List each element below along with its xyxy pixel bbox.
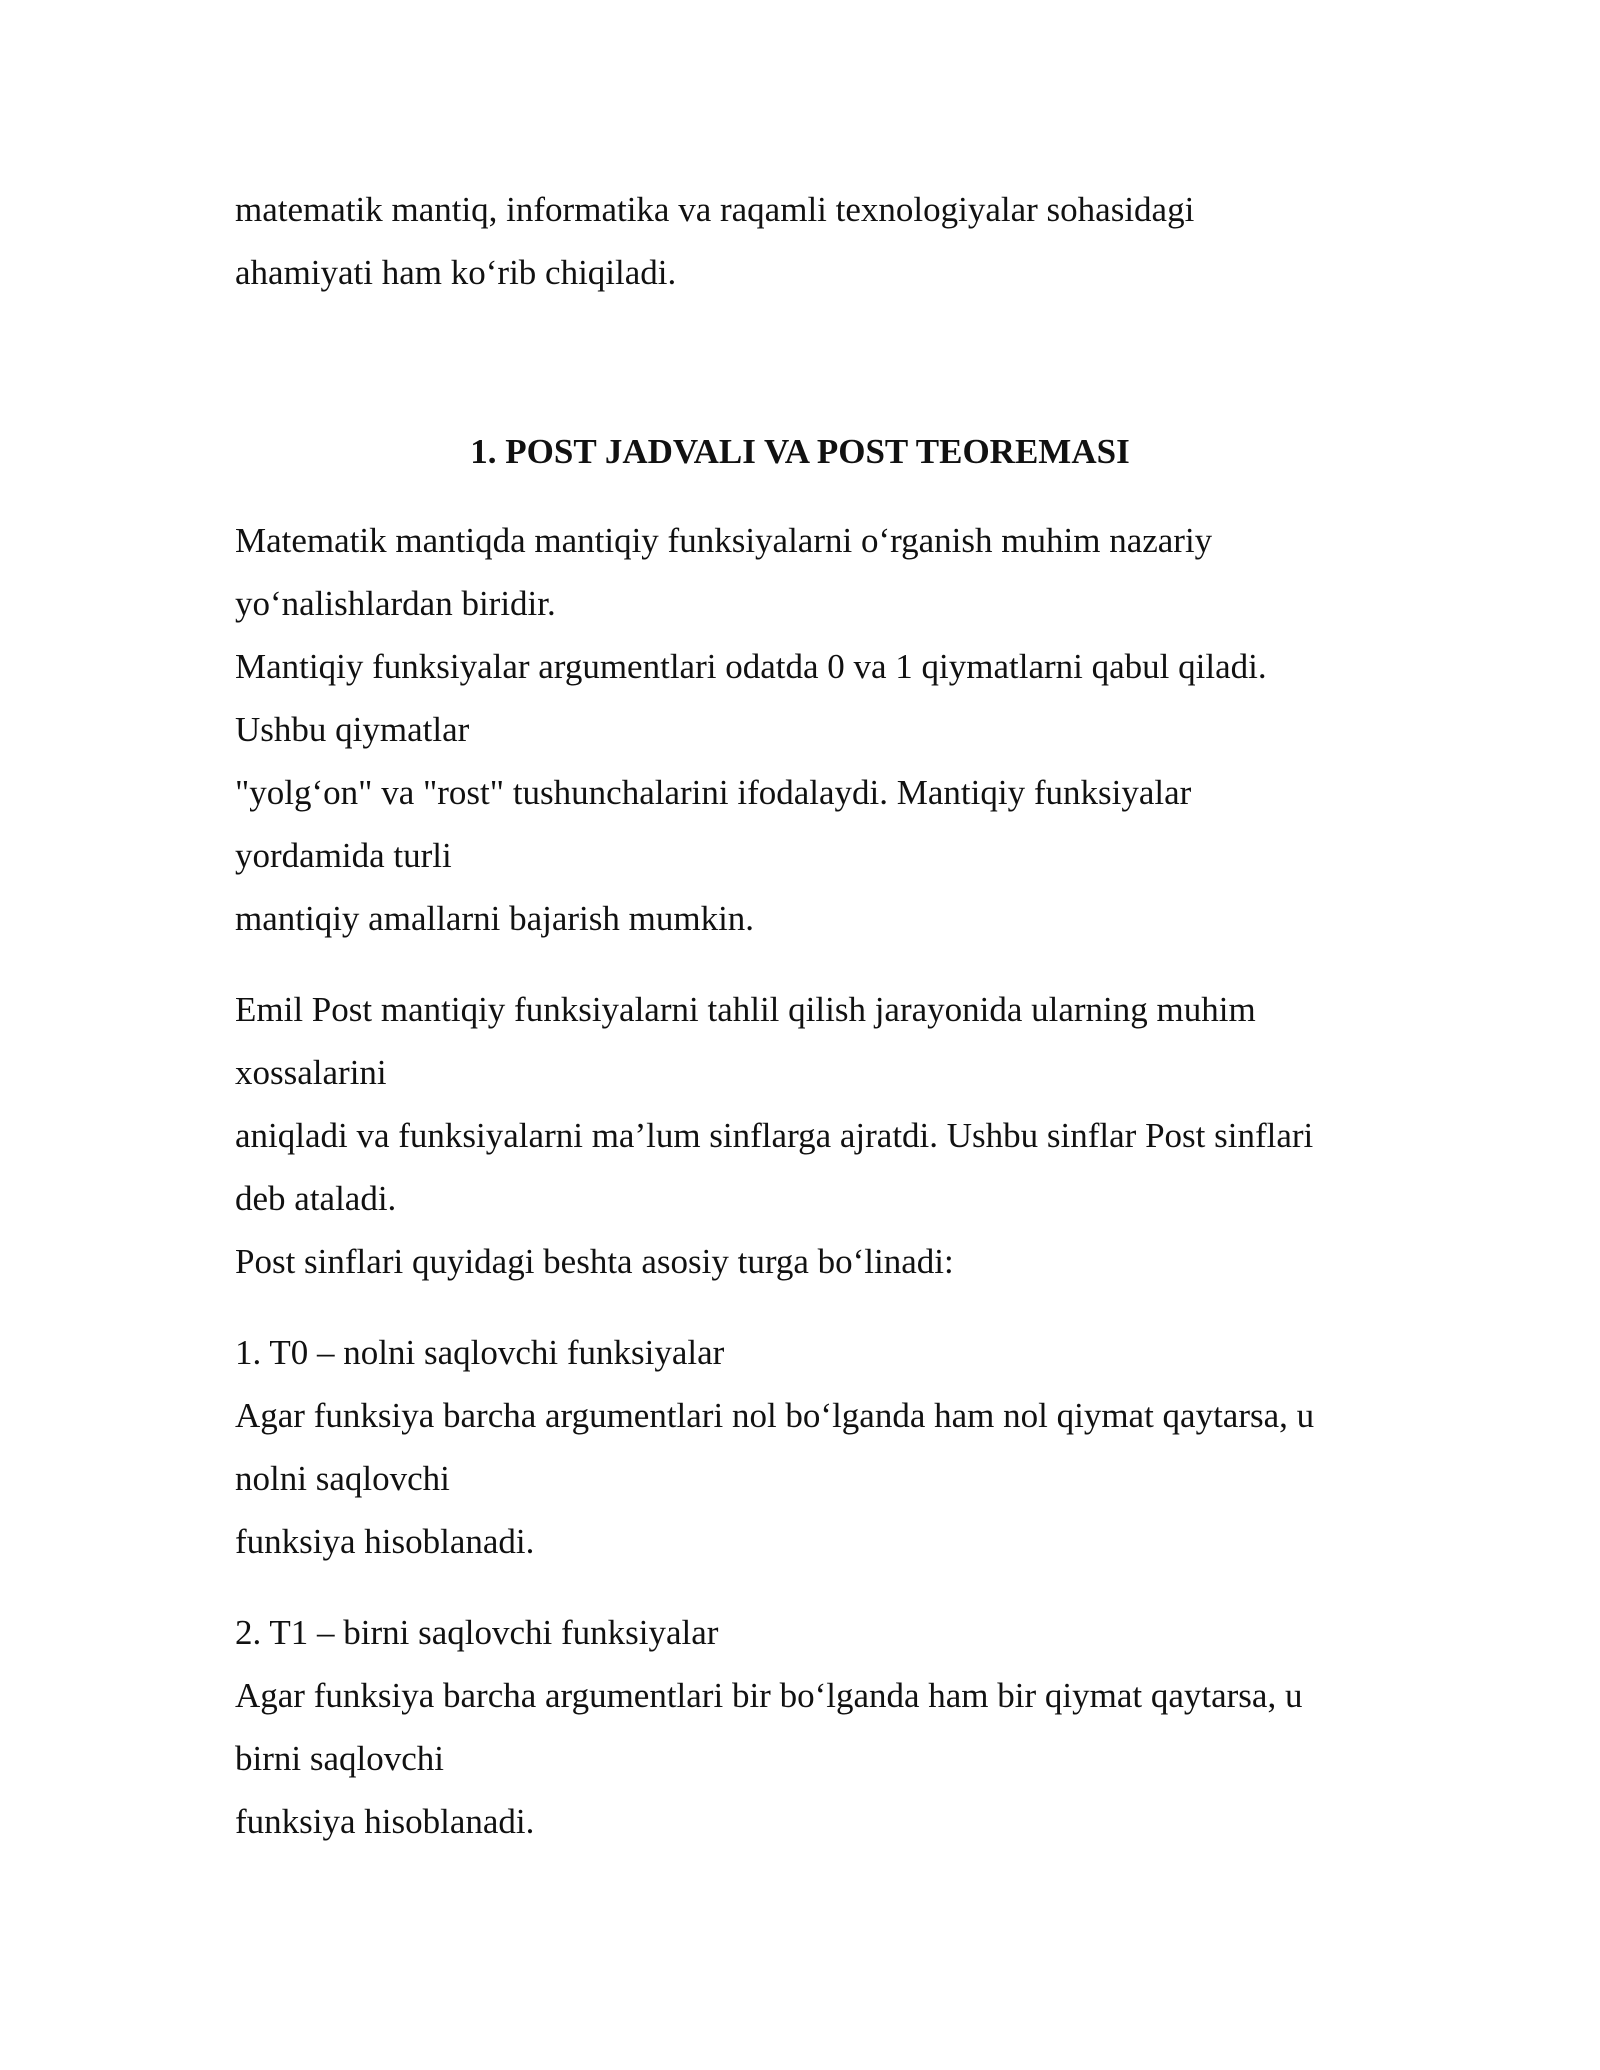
intro-line-2: ahamiyati ham ko‘rib chiqiladi. [235, 253, 677, 292]
paragraph-2-line-1: Emil Post mantiqiy funksiyalarni tahlil qilish jarayonida ularning muhim [235, 990, 1256, 1029]
paragraph-2-line-5: Post sinflari quyidagi beshta asosiy turga bo‘linadi: [235, 1242, 954, 1281]
item-2-line-2: Agar funksiya barcha argumentlari bir bo‘lganda ham bir qiymat qaytarsa, u [235, 1676, 1303, 1715]
section-heading: 1. POST JADVALI VA POST TEOREMASI [470, 432, 1130, 471]
item-1-line-2: Agar funksiya barcha argumentlari nol bo‘lganda ham nol qiymat qaytarsa, u [235, 1396, 1315, 1435]
paragraph-2-line-4: deb ataladi. [235, 1179, 397, 1218]
item-1-line-3: nolni saqlovchi [235, 1459, 450, 1498]
item-1-line-4: funksiya hisoblanadi. [235, 1522, 535, 1561]
paragraph-1-line-2: yo‘nalishlardan biridir. [235, 584, 556, 623]
item-2-line-3: birni saqlovchi [235, 1739, 444, 1778]
paragraph-1-line-6: yordamida turli [235, 836, 452, 875]
item-2-line-4: funksiya hisoblanadi. [235, 1802, 535, 1841]
paragraph-1-line-3: Mantiqiy funksiyalar argumentlari odatda 0 va 1 qiymatlarni qabul qiladi. [235, 647, 1267, 686]
paragraph-1-line-4: Ushbu qiymatlar [235, 710, 470, 749]
paragraph-1-line-5: "yolg‘on" va "rost" tushunchalarini ifodalaydi. Mantiqiy funksiyalar [235, 773, 1192, 812]
intro-line-1: matematik mantiq, informatika va raqamli texnologiyalar sohasidagi [235, 190, 1195, 229]
item-1-title: 1. T0 – nolni saqlovchi funksiyalar [235, 1333, 725, 1372]
paragraph-2-line-2: xossalarini [235, 1053, 387, 1092]
paragraph-1-line-1: Matematik mantiqda mantiqiy funksiyalarni o‘rganish muhim nazariy [235, 521, 1213, 560]
paragraph-2-line-3: aniqladi va funksiyalarni ma’lum sinflarga ajratdi. Ushbu sinflar Post sinflari [235, 1116, 1314, 1155]
paragraph-1-line-7: mantiqiy amallarni bajarish mumkin. [235, 899, 755, 938]
item-2-title: 2. T1 – birni saqlovchi funksiyalar [235, 1613, 719, 1652]
